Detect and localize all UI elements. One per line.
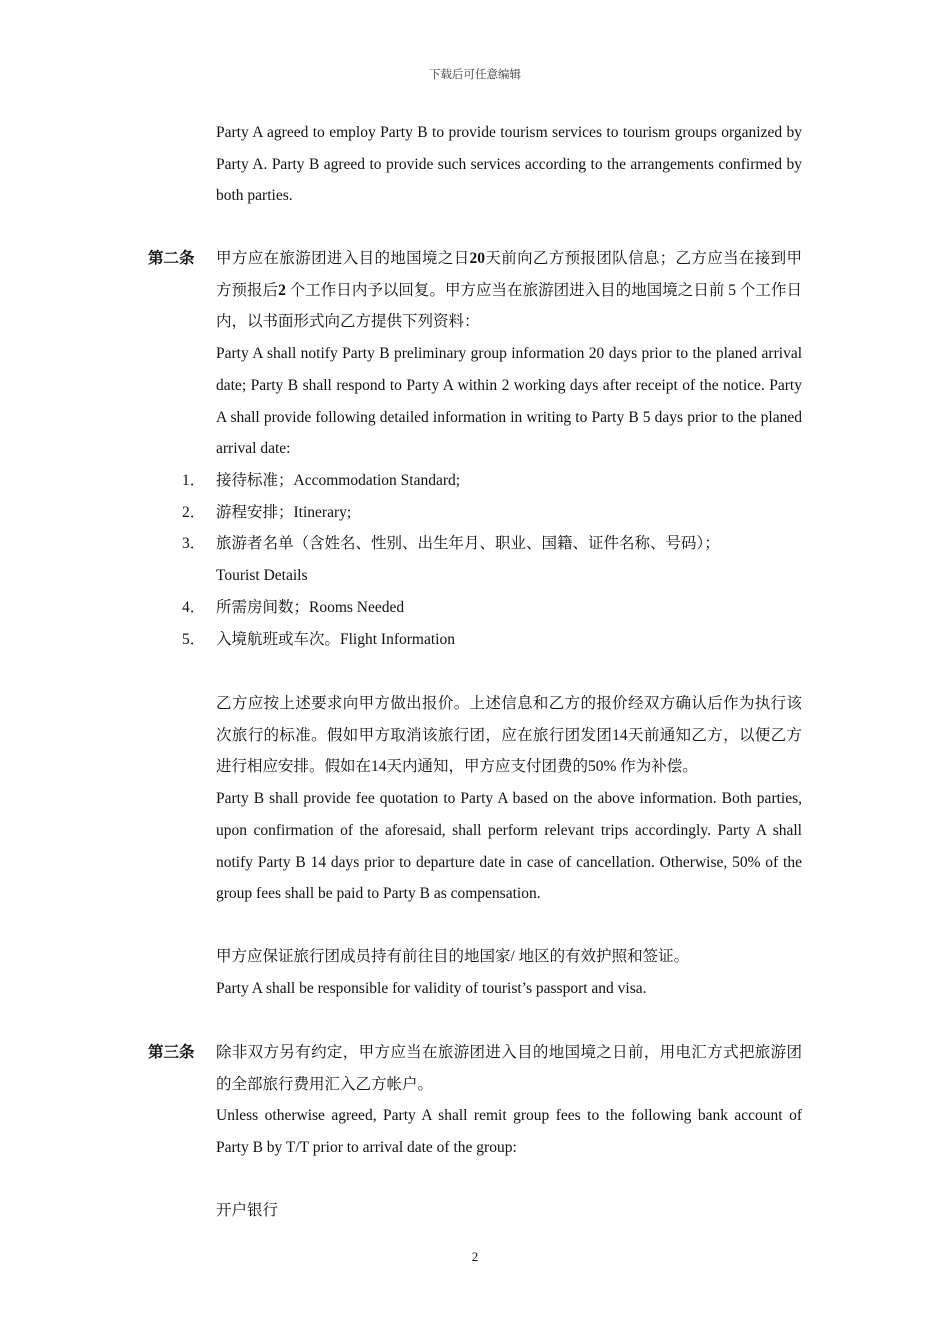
intro-paragraph bbox=[216, 117, 802, 212]
article-3-english-text: Unless otherwise agreed, Party A shall remit group fees to the following bank account of Party B by T/T prior to arrival date of the group: bbox=[216, 1107, 802, 1157]
article-3-body bbox=[216, 1037, 802, 1164]
page-number: 2 bbox=[471, 1249, 479, 1264]
article-3-chinese-text: 除非双方另有约定，甲方应当在旅游团进入目的地国境之日前，用电汇方式把旅游团的全部旅行费用汇入乙方帐户。 bbox=[216, 1044, 802, 1093]
list-item-text: 入境航班或车次。Flight Information bbox=[216, 630, 455, 648]
list-item-text: 旅游者名单（含姓名、性别、出生年月、职业、国籍、证件名称、号码）； bbox=[216, 535, 720, 553]
article-2-english-text: Party A shall notify Party B preliminary group information 20 days prior to the planed arrival date; Party B shall respond to Party A within 2 working days after receipt of the notice. Party A shall provide following detailed information in writing to Party B 5 days prior to the planed arrival date: bbox=[216, 345, 802, 458]
article-2-zh-part3: 个工作日内予以回复。甲方应当在旅游团进入目的地国境之日前 5 个工作日内，以书面形式向乙方提供下列资料： bbox=[216, 281, 802, 331]
list-item-number: 2． bbox=[182, 503, 206, 521]
list-item-number: 5． bbox=[182, 630, 206, 648]
quotation-chinese-text: 乙方应按上述要求向甲方做出报价。上述信息和乙方的报价经双方确认后作为执行该次旅行的标准。假如甲方取消该旅行团，应在旅行团发团14天前通知乙方，以便乙方进行相应安排。假如在14天内通知，甲方应支付团费的50% 作为补偿。 bbox=[216, 695, 802, 776]
article-2-zh-part2: 天前向乙方预报团队信息；乙方应当在接到甲方预报后 bbox=[216, 250, 802, 299]
article-2-body bbox=[216, 243, 802, 465]
page-header: 下载后可任意编辑 bbox=[429, 69, 521, 81]
quotation-english-text: Party B shall provide fee quotation to Party A based on the above information. Both parties, upon confirmation of the aforesaid, shall perform relevant trips accordingly. Party A shall notify Party B 14 days prior to departure date in case of cancellation. Otherwise, 50% of the group fees shall be paid to Party B as compensation. bbox=[216, 790, 802, 903]
list-item-text: 接待标准；Accommodation Standard; bbox=[216, 472, 461, 489]
list-item-text-continued: Tourist Details bbox=[216, 567, 308, 585]
list-item bbox=[182, 528, 802, 560]
article-2-days-number: 20 bbox=[469, 250, 486, 267]
list-item-continuation bbox=[182, 560, 802, 592]
article-3-label: 第三条 bbox=[148, 1044, 195, 1061]
intro-english-text: Party A agreed to employ Party B to provide tourism services to tourism groups organized by Party A. Party B agreed to provide such services according to the arrangements confirmed by both parties. bbox=[216, 124, 802, 205]
article-2-workdays-number: 2 bbox=[278, 281, 286, 299]
article-2-zh-part1: 甲方应在旅游团进入目的地国境之日 bbox=[216, 250, 470, 267]
list-item bbox=[182, 624, 802, 656]
list-item bbox=[182, 465, 802, 497]
passport-chinese-text: 甲方应保证旅行团成员持有前往目的地国家/ 地区的有效护照和签证。 bbox=[216, 948, 690, 965]
list-item bbox=[182, 592, 802, 624]
bank-label: 开户银行 bbox=[216, 1202, 279, 1219]
list-item bbox=[182, 497, 802, 529]
list-item-number: 4． bbox=[182, 598, 206, 616]
passport-paragraph bbox=[216, 941, 802, 1004]
passport-english-text: Party A shall be responsible for validity of tourist’s passport and visa. bbox=[216, 979, 647, 997]
required-info-list bbox=[182, 465, 802, 655]
list-item-number: 3． bbox=[182, 535, 206, 553]
list-item-number: 1． bbox=[182, 472, 206, 489]
article-2-label: 第二条 bbox=[148, 250, 195, 267]
list-item-text: 所需房间数；Rooms Needed bbox=[216, 598, 405, 616]
quotation-paragraph bbox=[216, 688, 802, 910]
article-2-chinese-text bbox=[216, 243, 802, 338]
list-item-text: 游程安排；Itinerary; bbox=[216, 503, 352, 521]
bank-section bbox=[216, 1195, 802, 1227]
